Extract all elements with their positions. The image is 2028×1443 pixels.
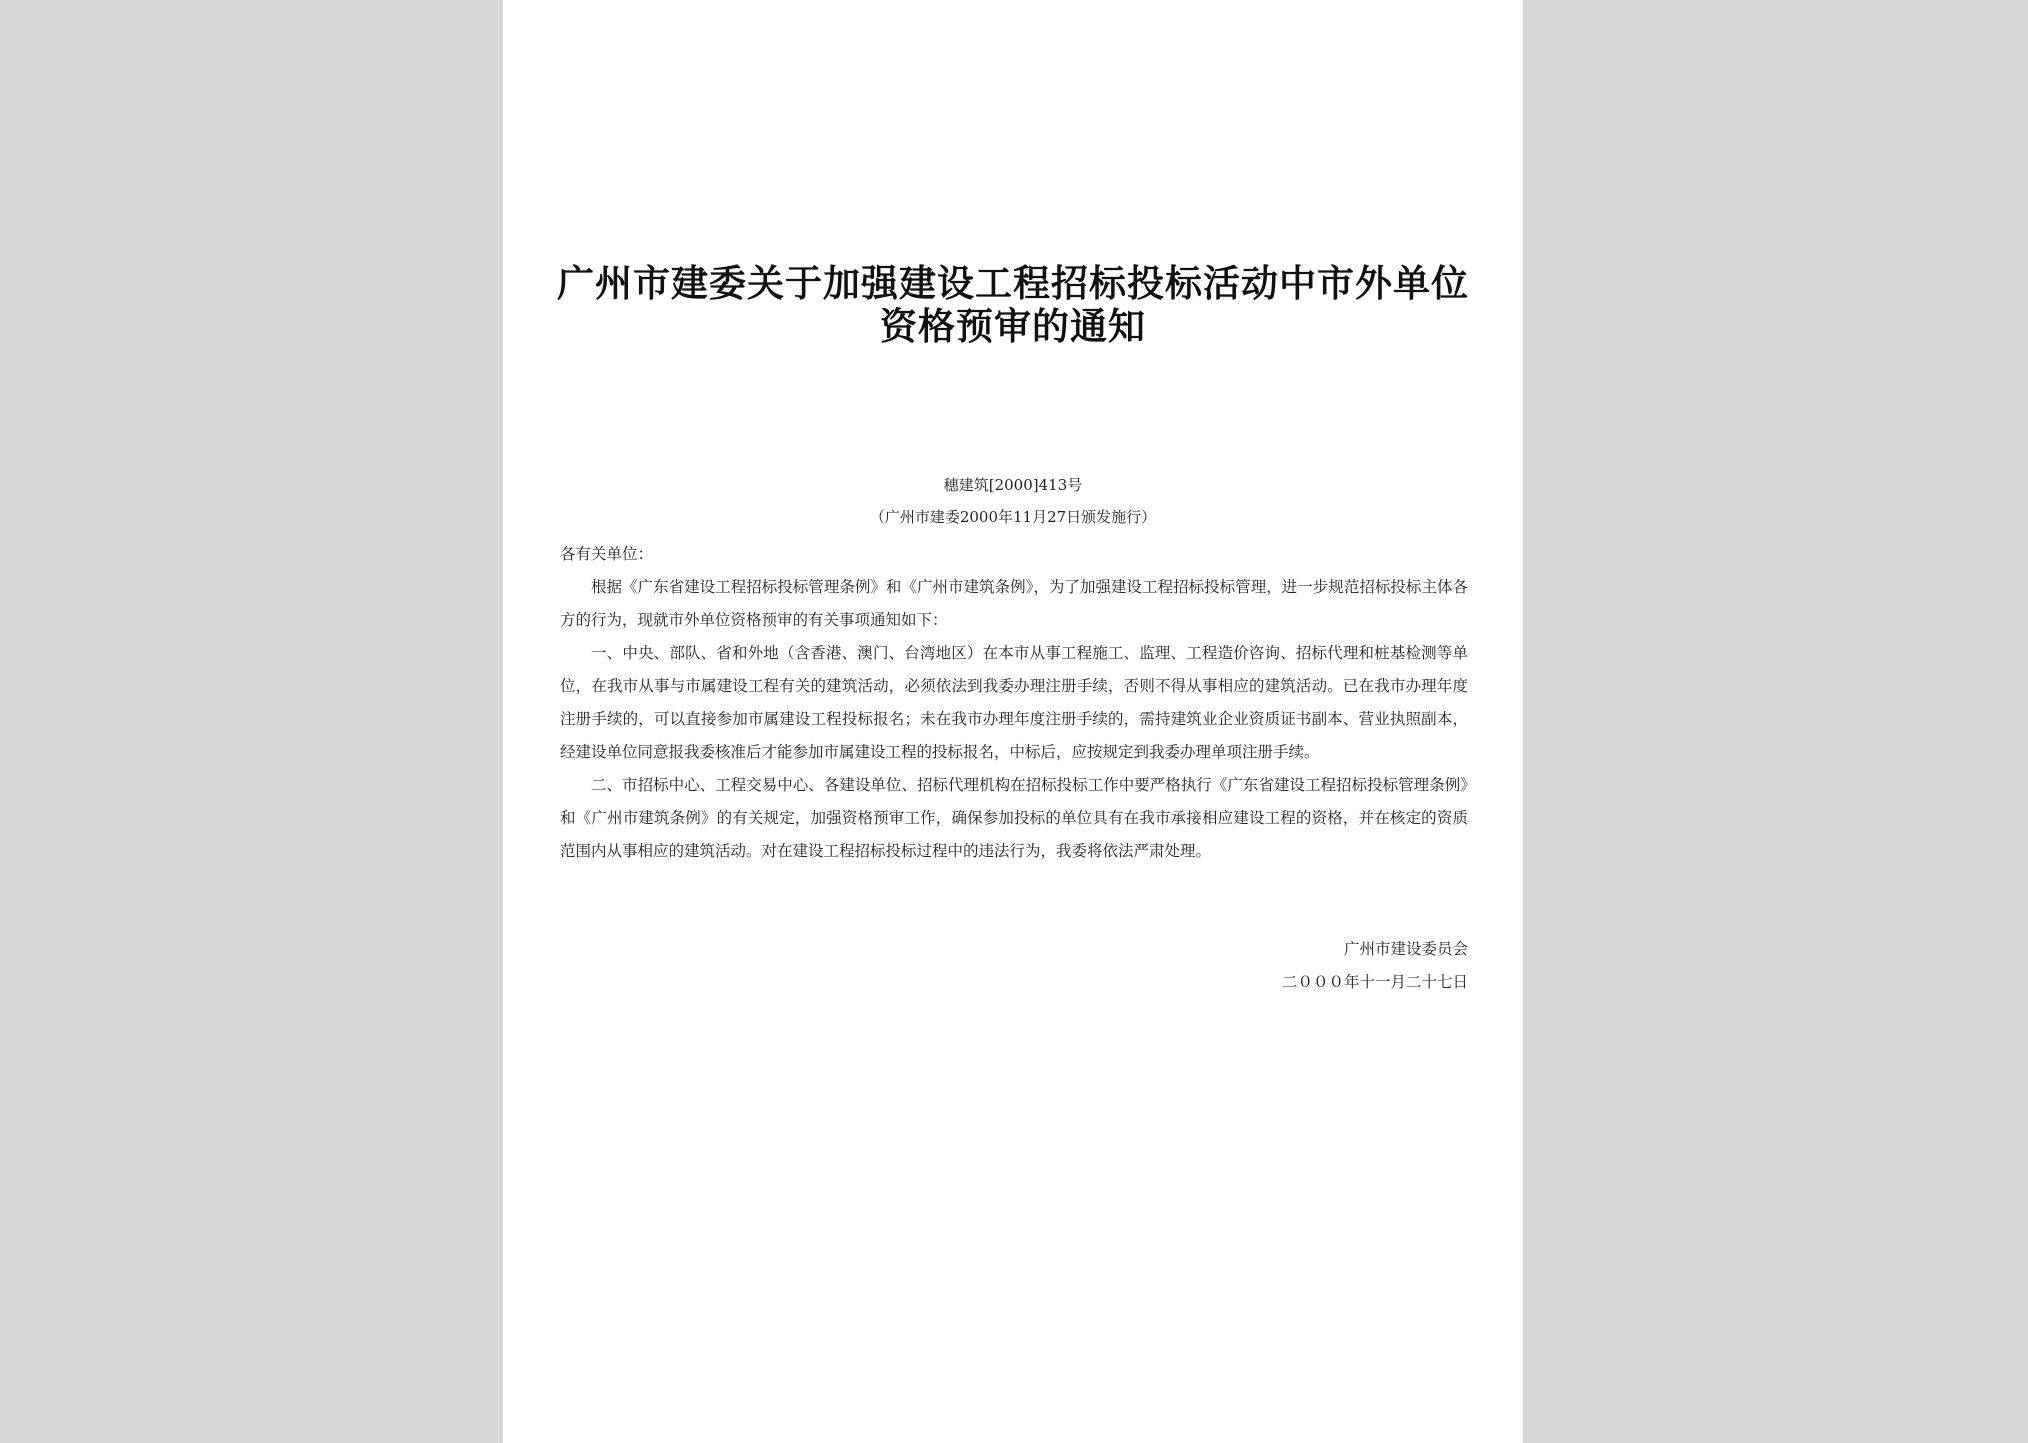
salutation: 各有关单位： [560,545,654,563]
document-title [503,262,1523,348]
paragraph-intro: 根据《广东省建设工程招标投标管理条例》和《广州市建筑条例》，为了加强建设工程招标投标管理，进一步规范招标投标主体各方的行为，现就市外单位资格预审的有关事项通知如下： [560,578,1468,629]
signature-date: 二０００年十一月二十七日 [1281,973,1468,991]
title-line-2: 资格预审的通知 [880,304,1146,348]
title-line-1: 广州市建委关于加强建设工程招标投标活动中市外单位 [557,261,1469,305]
paragraph-item-2: 二、市招标中心、工程交易中心、各建设单位、招标代理机构在招标投标工作中要严格执行《广东省建设工程招标投标管理条例》和《广州市建筑条例》的有关规定，加强资格预审工作，确保参加投标的单位具有在我市承接相应建设工程的资格，并在核定的资质范围内从事相应的建筑活动。对在建设工程招标投标过程中的违法行为，我委将依法严肃处理。 [560,776,1468,860]
issue-note: （广州市建委2000年11月27日颁发施行） [869,508,1157,526]
signature-organization: 广州市建设委员会 [1343,940,1468,958]
document-body [560,538,1468,868]
document-page [503,0,1523,1443]
paragraph-item-1: 一、中央、部队、省和外地（含香港、澳门、台湾地区）在本市从事工程施工、监理、工程造价咨询、招标代理和桩基检测等单位，在我市从事与市属建设工程有关的建筑活动，必须依法到我委办理注册手续，否则不得从事相应的建筑活动。已在我市办理年度注册手续的，可以直接参加市属建设工程投标报名；未在我市办理年度注册手续的，需持建筑业企业资质证书副本、营业执照副本，经建设单位同意报我委核准后才能参加市属建设工程的投标报名，中标后，应按规定到我委办理单项注册手续。 [560,644,1468,761]
signature-block [560,933,1468,999]
document-number: 穗建筑[2000]413号 [943,476,1083,494]
